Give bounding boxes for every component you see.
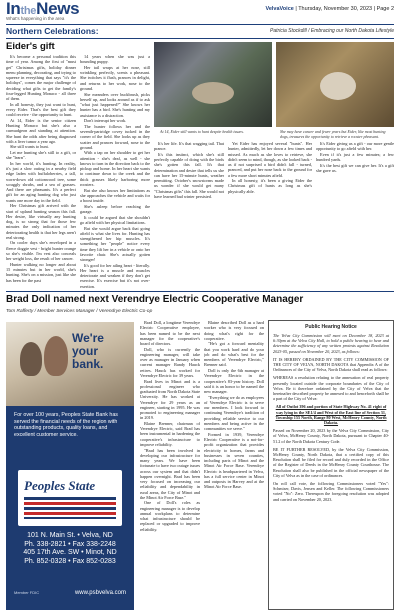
paragraph: The hunter follows her and the seventh-partridge covey tucked in the corner of the field. She looks up as they scatter and prances forward, nose to the ground. <box>80 123 150 150</box>
tagline: What's happening in the area <box>6 16 65 21</box>
dateline <box>265 6 394 12</box>
story1-headline: Eider's gift <box>6 41 55 52</box>
notice-paragraph: BE IT FURTHER RESOLVED, by the Velva City Commission, McHenry County, North Dakota, that a certified copy of this Resolution shall be filed for record and duly recorded in the Office of the Register of Deeds in the McHenry County Courthouse. The Resolution shall also be published in the official newspaper of the City of Velva as in the case of ordinances. <box>273 446 389 478</box>
section-subtitle: Patricia Stockdill / Embracing our North Dakota Lifestyle <box>270 28 394 34</box>
ad-address-block <box>14 532 126 566</box>
section-title: Northern Celebrations: <box>6 26 99 36</box>
photo-eider-left <box>154 42 272 127</box>
bank-logo <box>18 470 122 526</box>
story-divider <box>6 291 394 292</box>
paragraph: It's this instinct, which she's still perfectly capable of doing with the birds she's gotten this fall. It's that determination and desire that tells us she can have her 15-minute hunts, weather permitting. October's snowstorms made us wonder if she would get many "Christmas gifts" this fall. She would not have learned bad winter persisted. <box>154 151 224 199</box>
story1-column-4 <box>228 141 312 288</box>
dog-shape <box>192 82 234 104</box>
caption-left: At 14, Eider still wants to hunt despite health issues. <box>160 129 244 134</box>
paragraph: It's the best gift we can give her. It's a gift she gave us. <box>316 162 394 174</box>
paragraph: In all honesty, they just want to hunt, every Eider. That's the best gift they could receive - the opportunity to hunt. <box>6 101 76 118</box>
logo-in: In <box>6 0 21 18</box>
notice-title: Public Hearing Notice <box>305 324 357 330</box>
story1-column-3 <box>154 141 224 288</box>
paragraph: Doll is only the 6th manager at Verendrye Electric in the cooperative's 83-year history. Doll said it is an honor to be named the new manager. <box>204 368 264 395</box>
paragraph: It's her life. It's that wagging tail. That prance. <box>154 141 224 152</box>
masthead <box>0 0 400 24</box>
person-shape <box>44 336 68 376</box>
section-rule <box>6 38 394 39</box>
paragraph: It's Eider giving us a gift - our more gentle opportunity to go afield with her. <box>316 141 394 152</box>
paragraph: But she would argue back that going afield is what she lives for. Hunting has strengthened her hip muscles. It's something her "people" notice every time they lift her in a vehicle or onto her favorite chair. She's actually gotten stronger! <box>80 225 150 263</box>
story2-column-1 <box>140 320 200 610</box>
story1-column-1 <box>6 54 76 288</box>
notice-paragraph: IT IS HEREBY ORDAINED BY THE CITY COMMISSION OF THE CITY OF VELVA, NORTH DAKOTA that Appendix A of the Ordinances of the City of Velva, North Dakota shall read as follows: <box>273 356 389 373</box>
notice-paragraph: The Velva City Commission will meet on December 18, 2023 at 6:30pm at the Velva City Hall, to hold a public hearing to hear and determine the sufficiency of any written protests against Resolution 2023-05, passed on November 20, 2023, as follows: <box>273 333 389 354</box>
paragraph: Brad Doll, a longtime Verendrye Electric Cooperative employee, has been named to be the next manager for the cooperative's board of directors. <box>140 320 200 346</box>
paragraph: Her Christmas gift arrived with the start of upland hunting season this fall. Her desire, like virtually any hunting dog, is so strong that for those few minutes the only indication of her deteriorating health is that her legs aren't real strong. <box>6 203 76 240</box>
story2-headline: Brad Doll named next Verendrye Electric Cooperative Manager <box>6 294 304 305</box>
paragraph: Blaine Brenner, chairman of Verendrye Electric, said Brad has been instrumental in hardening the cooperative's infrastructure to improve reliability. <box>140 420 200 447</box>
person-shape <box>20 342 42 376</box>
ad-phone-1: Ph. 338-2821 • Fax 338-2248 <box>24 540 116 548</box>
paragraph: At 14, Eider is the senior citizen Hunting Monaco but she's also a curmudgeon and standing at attention. She hunt the odds after being diagnosed with a liver tumor a year ago. <box>6 117 76 144</box>
paragraph: It's good for her ailing heart - literally. Her heart is a muscle and muscles deteriorate and weaken if they don't get exercise. It's exercise but it's not over-exertion. <box>80 262 150 288</box>
photo-eider-right <box>276 42 394 127</box>
paragraph: "He's got a forward mentality that you work hard and do your job and do what's best for the members of Verendrye Electric," Brenner said. <box>204 341 264 368</box>
paragraph: Let me hunting she's still to a gift, or she "learn". <box>6 150 76 161</box>
paragraph: Formed in 1939, Verendrye Electric Cooperative is a not-for-profit organization that provides electricity to homes, farms and businesses in seven counties, including parts of Minot and the Minot Air Force Base. Verendrye Electric is headquartered in Velva, has a full service center in Minot and outposts in Harvey and at the Minot Air Force Base. <box>204 431 264 490</box>
story1-column-5 <box>316 141 394 288</box>
public-hearing-notice <box>268 320 394 610</box>
ad-address-2: 405 17th Ave. SW • Minot, ND <box>23 549 117 556</box>
ad-headline: We're your bank. <box>72 331 104 371</box>
paper-name: Velva <box>265 6 280 12</box>
paragraph: One of Doll's roles as engineering manager is to develop annual workplans to determine what infrastructure should be replaced or upgraded to improve reliability. <box>140 500 200 532</box>
paragraph: Her tail wraps at her nose, still wrinkling perfectly, scents a pheasant. She twitches it flush, prances in delight, and returns to her work, nose to the ground. <box>80 64 150 91</box>
paragraph: She's asleep before reaching the garage. <box>80 203 150 214</box>
logo-news: News <box>36 0 80 18</box>
ad-url-link[interactable]: www.psbvelva.com <box>74 590 126 596</box>
paragraph: With a tap on her shoulder to get her attention - she's deaf, as well - she knows to turn in the direction back to the pickup and home. In her heart she wants to continue down to the creek and the thick grasses likely harboring more roosters. <box>80 150 150 187</box>
fdic-label: Member FDIC <box>14 590 40 595</box>
paragraph: She meanders over buckbrush, picks herself up, and looks around as if to ask "what just happened?" She knows her hunter has a bird. She's hunting and my assistance is a distraction. <box>80 91 150 118</box>
paragraph: Don't interrupt her work. <box>84 118 127 124</box>
issue-date: | Thursday, November 30, 2023 | Page 2 <box>293 6 394 12</box>
ad-phone-2: Ph. 852-0328 • Fax 852-0283 <box>24 557 116 565</box>
paragraph: Doll, who is currently the engineering manager, will take over as manager in January when current manager Randy Hauck retires. Hauck has worked for Verendrye Electric for 39 years. <box>140 346 200 378</box>
caption-right: She may have cancer and fewer years but Eider, like most hunting dogs, treasures the opportunity to retrieve a rooster pheasant. <box>280 129 386 139</box>
paragraph: Hunter walking no longer and about 15 minutes but in her world, she's hunting. She's on a mission, just like she has been for the past <box>6 261 76 283</box>
paragraph: Brad lives in Minot and is a professional engineer who graduated from North Dakota State University. He has worked at Verendrye for 29 years as an engineer, starting in 1995. He was promoted to engineering manager in 2019. <box>140 378 200 421</box>
paragraph: It could be argued that she shouldn't go afield with her physical limitations. <box>80 214 150 225</box>
bank-logo-name: Peoples State <box>24 478 96 493</box>
paragraph: It's become a personal tradition this time of year. Among the first of "must get" Christmas gifts, holiday dinner menu planning, decorating, and trying to squeeze in everything that says "it's the holidays", comes the major challenge of deciding what gifts to get the family's four-legged Hunting Monaco - all three of them. <box>6 54 76 101</box>
paragraph: In all honesty, it's been a giving Eider the Christmas gift of hunts as long as she's physically able. <box>228 178 312 194</box>
paragraph: "Brad has been involved in developing our infrastructure for many years. We have been fortunate to have two outage issues across our system and that didn't happen overnight. Brad has been very focused on increasing our reliability and dependability in rural areas, the City of Minot and the Minot Air Force Base." <box>140 447 200 500</box>
story1-column-2 <box>80 54 150 288</box>
paragraph: On cooler days she's enveloped in a fleece doggie vest - bright hunter orange so she's visible. I'm vest also conceals her weight loss, the result of her cancer. <box>6 240 76 262</box>
ad-address-1: 101 N. Main St. • Velva, ND <box>27 532 113 539</box>
masthead-rule <box>6 24 394 25</box>
story2-column-2 <box>204 320 264 610</box>
paper-name-2: Voice <box>279 6 294 12</box>
paragraph: But she also knows her limitations as she approaches the vehicle and waits for a boost inside. <box>80 187 150 204</box>
paragraph: "Everything we do as employees of Verendrye Electric is to serve our members. I look forward to continuing Verendrye's tradition of providing reliable service to our members and being active in the communities we serve." <box>204 394 264 432</box>
logo-the: the <box>20 5 37 17</box>
notice-paragraph: WHEREAS a resolution relating to the annexation of real property presently located outside the corporate boundaries of the City of Velva. Be it therefore ordained by the City of Velva that the hereinafter described property be annexed to and henceforth shall be a part of the City of Velva: <box>273 375 389 402</box>
paragraph: Even if it's just a few minutes; a few hundred yards. <box>316 151 394 163</box>
bank-ad[interactable] <box>6 322 134 610</box>
flag-stripes-icon <box>24 497 116 519</box>
notice-paragraph: On roll call vote, the following Commissioners voted "Yes": Schmiser, Davis, Jensen and Keller. The following Commissioners voted "No": Zero. Thereupon the foregoing resolution was adopted and carried on November 20, 2023. <box>273 481 389 502</box>
paragraph: 14 years when she was just a bounding puppy. <box>80 54 150 65</box>
paragraph: Blaine described Doll as a hard worker who is very focused on doing what's right for the cooperative. <box>204 320 264 341</box>
paragraph: She still wants to hunt. <box>10 144 49 150</box>
paragraph: In her world, it's hunting. In reality, it's just a slow outing in a nearby field edge laden with buffaloberries, a tall, worn-down old cottonwood tree, some scraggly shrubs, and a sea of grasses. And there are pheasants. It's a perfect gift for an aging hunting dog who just wants one more day in the field. <box>6 160 76 203</box>
notice-legal-description: All of Outlot 396 and portion of State Highway No. 41 right of way lying in the SE1/4 and West of the East line of Section 31, Township 155 North, Range 80 West, McHenry County, North Dakota. <box>275 404 387 426</box>
notice-paragraph: Passed on November 20, 2023 by the Velva City Commission, City of Velva, McHenry County, North Dakota, pursuant to Chapter 40-51.2 of the North Dakota Century Code. <box>273 428 389 444</box>
ad-body: For over 100 years, Peoples State Bank has served the financial needs of the region with outstanding products, quality loans, and excellent customer service. <box>14 412 118 438</box>
paragraph: Yet Eider has enjoyed several "hunts". Her hunter, admittedly, let her down a few times and missed. As much as she loves to retrieve, she didn't seem to mind, though, as she looked back - as if not surprised a bird didn't fall - turned, pranced, and put her nose back to the ground for a few more short minutes afield. <box>228 141 312 178</box>
section-bar <box>6 26 394 37</box>
story2-byline: Tom Rafferty / Member Services Manager / Verendrye Electric Co-op <box>6 309 153 314</box>
dog-shape <box>320 72 356 100</box>
